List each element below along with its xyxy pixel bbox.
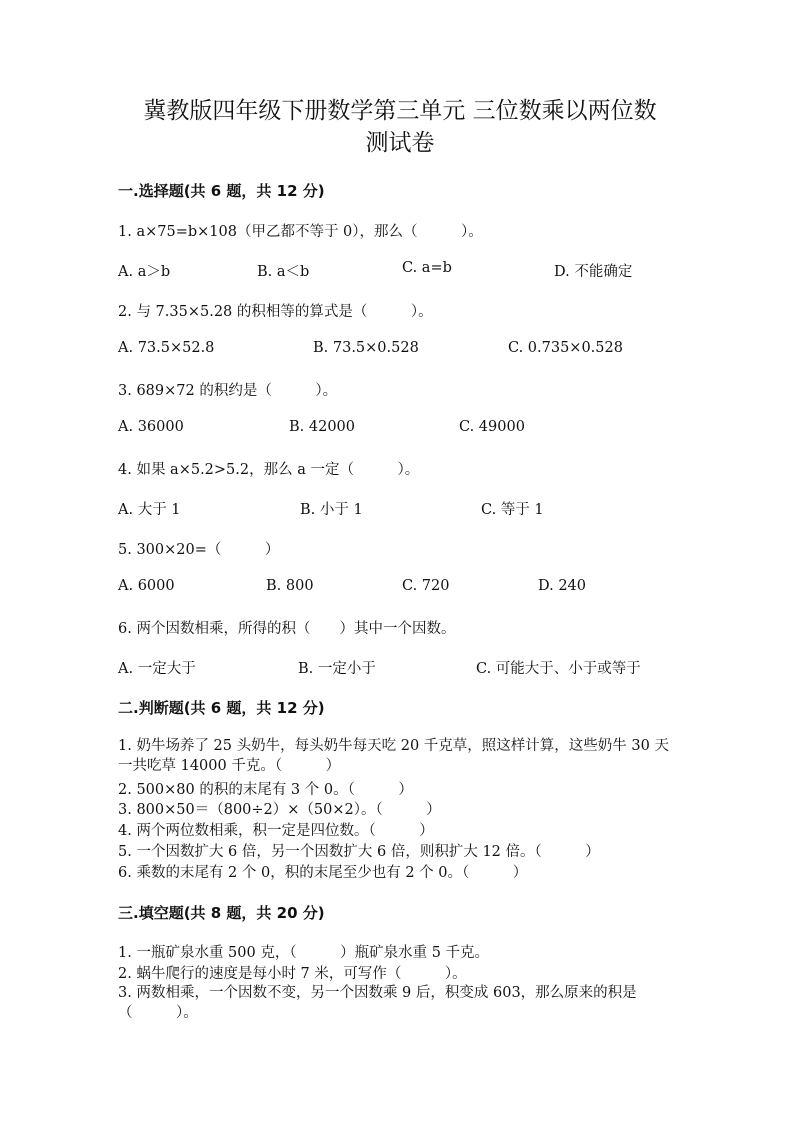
question-text: 6. 两个因数相乘，所得的积（ ）其中一个因数。 [118, 621, 456, 637]
option-b: B. 42000 [289, 419, 356, 435]
option-a: A. a＞b [118, 264, 171, 280]
option-d: D. 不能确定 [554, 264, 633, 280]
option-a: A. 大于 1 [118, 502, 181, 518]
option-b: B. 800 [266, 578, 314, 594]
question-text: 5. 300×20=（ ） [118, 542, 280, 558]
section-heading-judgement: 二.判断题(共 6 题，共 12 分) [118, 699, 325, 717]
judgement-item: 5. 一个因数扩大 6 倍，另一个因数扩大 6 倍，则积扩大 12 倍。（ ） [118, 844, 600, 860]
fill-blank-item: 1. 一瓶矿泉水重 500 克，（ ）瓶矿泉水重 5 千克。 [118, 945, 490, 961]
option-d: D. 240 [538, 578, 587, 594]
option-b: B. 一定小于 [298, 661, 376, 677]
option-c: C. 可能大于、小于或等于 [476, 661, 641, 677]
section-heading-choice: 一.选择题(共 6 题，共 12 分) [118, 182, 325, 200]
section-heading-fill-blank: 三.填空题(共 8 题，共 20 分) [118, 904, 325, 922]
judgement-item: 3. 800×50＝（800÷2）×（50×2）。（ ） [118, 802, 441, 818]
option-b: B. a＜b [257, 264, 310, 280]
option-a: A. 6000 [118, 578, 175, 594]
option-c: C. 等于 1 [481, 502, 544, 518]
option-a: A. 73.5×52.8 [118, 340, 215, 356]
question-text: 4. 如果 a×5.2>5.2，那么 a 一定（ ）。 [118, 462, 420, 478]
fill-blank-item: 3. 两数相乘，一个因数不变，另一个因数乘 9 后，积变成 603，那么原来的积是（ ）。 [118, 985, 637, 1021]
judgement-item: 4. 两个两位数相乘，积一定是四位数。（ ） [118, 823, 434, 839]
option-b: B. 73.5×0.528 [313, 340, 419, 356]
option-b: B. 小于 1 [300, 502, 363, 518]
question-text: 1. a×75=b×108（甲乙都不等于 0），那么（ ）。 [118, 224, 483, 240]
page-title-line2: 测试卷 [365, 130, 435, 156]
judgement-item: 1. 奶牛场养了 25 头奶牛，每头奶牛每天吃 20 千克草，照这样计算，这些奶牛 30 天一共吃草 14000 千克。（ ） [118, 738, 669, 774]
judgement-item: 2. 500×80 的积的末尾有 3 个 0。（ ） [118, 782, 413, 798]
question-text: 2. 与 7.35×5.28 的积相等的算式是（ ）。 [118, 304, 433, 320]
judgement-item: 6. 乘数的末尾有 2 个 0，积的末尾至少也有 2 个 0。（ ） [118, 865, 528, 881]
question-text: 3. 689×72 的积约是（ ）。 [118, 383, 338, 399]
fill-blank-item: 2. 蜗牛爬行的速度是每小时 7 米，可写作（ ）。 [118, 966, 467, 982]
option-c: C. 0.735×0.528 [508, 340, 623, 356]
option-c: C. a=b [402, 260, 452, 276]
option-c: C. 720 [402, 578, 450, 594]
option-c: C. 49000 [459, 419, 525, 435]
option-a: A. 36000 [118, 419, 184, 435]
page-title-line1: 冀教版四年级下册数学第三单元 三位数乘以两位数 [143, 98, 657, 124]
option-a: A. 一定大于 [118, 661, 196, 677]
